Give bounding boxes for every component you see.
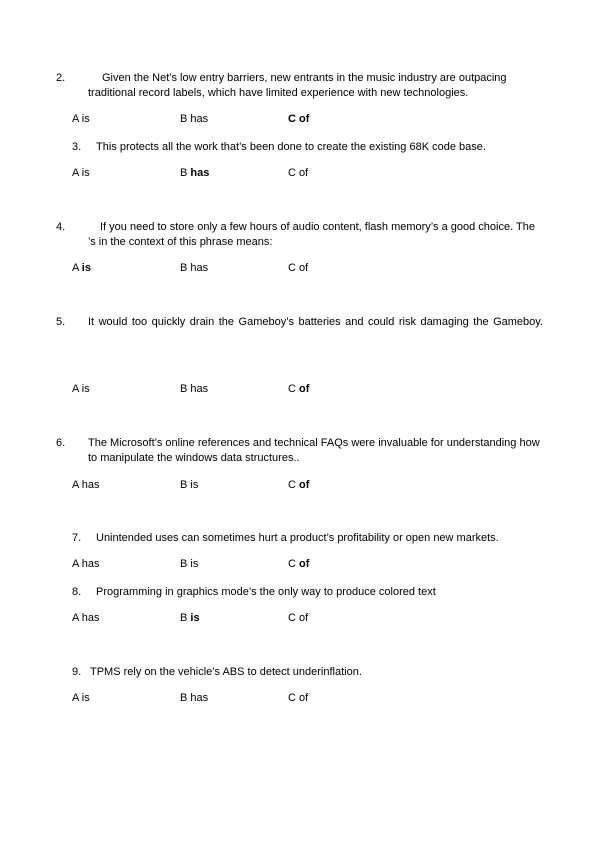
question-number: 8. xyxy=(72,586,82,598)
option-b[interactable]: B has xyxy=(180,262,209,274)
option-b[interactable]: B is xyxy=(180,558,199,570)
option-a[interactable]: A has xyxy=(72,612,100,624)
options-6 xyxy=(72,478,527,493)
option-c[interactable]: C of xyxy=(288,479,310,491)
question-7 xyxy=(72,531,527,546)
question-text: If you need to store only a few hours of audio content, flash memory’s a good choice. The ’s in the context of this phrase means: xyxy=(88,221,535,248)
options-3 xyxy=(72,166,527,181)
question-number: 2. xyxy=(56,72,66,84)
question-number: 6. xyxy=(56,437,66,449)
question-number: 7. xyxy=(72,532,82,544)
question-text: It would too quickly drain the Gameboy’s batteries and could risk damaging the Gameboy. xyxy=(88,316,543,328)
question-text: Given the Net’s low entry barriers, new entrants in the music industry are outpacing traditional record labels, which have limited experience with new technologies. xyxy=(88,72,507,99)
option-c[interactable]: C of xyxy=(288,113,310,125)
option-b[interactable]: B has xyxy=(180,113,209,125)
option-a[interactable]: A has xyxy=(72,479,100,491)
options-2 xyxy=(72,112,527,127)
question-text: Programming in graphics mode’s the only way to produce colored text xyxy=(96,586,436,598)
options-8 xyxy=(72,611,527,626)
question-8 xyxy=(72,585,527,600)
option-b[interactable]: B has xyxy=(180,692,209,704)
question-4 xyxy=(56,220,543,250)
question-text: This protects all the work that’s been done to create the existing 68K code base. xyxy=(96,141,486,153)
option-c[interactable]: C of xyxy=(288,612,309,624)
option-c[interactable]: C of xyxy=(288,383,310,395)
option-b[interactable]: B is xyxy=(180,612,200,624)
option-a[interactable]: A is xyxy=(72,262,91,274)
question-number: 9. xyxy=(72,666,82,678)
question-3 xyxy=(72,140,527,155)
option-c[interactable]: C of xyxy=(288,692,309,704)
question-text: Unintended uses can sometimes hurt a product’s profitability or open new markets. xyxy=(96,532,499,544)
options-7 xyxy=(72,557,527,572)
question-6 xyxy=(56,436,543,466)
question-number: 5. xyxy=(56,316,66,328)
question-2 xyxy=(56,71,543,101)
question-number: 4. xyxy=(56,221,66,233)
question-9 xyxy=(72,665,527,680)
option-a[interactable]: A is xyxy=(72,692,90,704)
option-c[interactable]: C of xyxy=(288,167,309,179)
option-b[interactable]: B has xyxy=(180,383,209,395)
question-text: TPMS rely on the vehicle’s ABS to detect underinflation. xyxy=(90,666,362,678)
option-a[interactable]: A has xyxy=(72,558,100,570)
option-a[interactable]: A is xyxy=(72,167,90,179)
options-4 xyxy=(72,261,527,276)
question-5 xyxy=(56,315,543,345)
option-c[interactable]: C of xyxy=(288,262,309,274)
options-5 xyxy=(72,382,527,397)
option-b[interactable]: B is xyxy=(180,479,199,491)
options-9 xyxy=(72,691,527,706)
option-b[interactable]: B has xyxy=(180,167,210,179)
question-number: 3. xyxy=(72,141,82,153)
question-text: The Microsoft’s online references and technical FAQs were invaluable for understanding how to manipulate the windows data structures.. xyxy=(88,437,540,464)
option-a[interactable]: A is xyxy=(72,113,90,125)
option-c[interactable]: C of xyxy=(288,558,310,570)
option-a[interactable]: A is xyxy=(72,383,90,395)
